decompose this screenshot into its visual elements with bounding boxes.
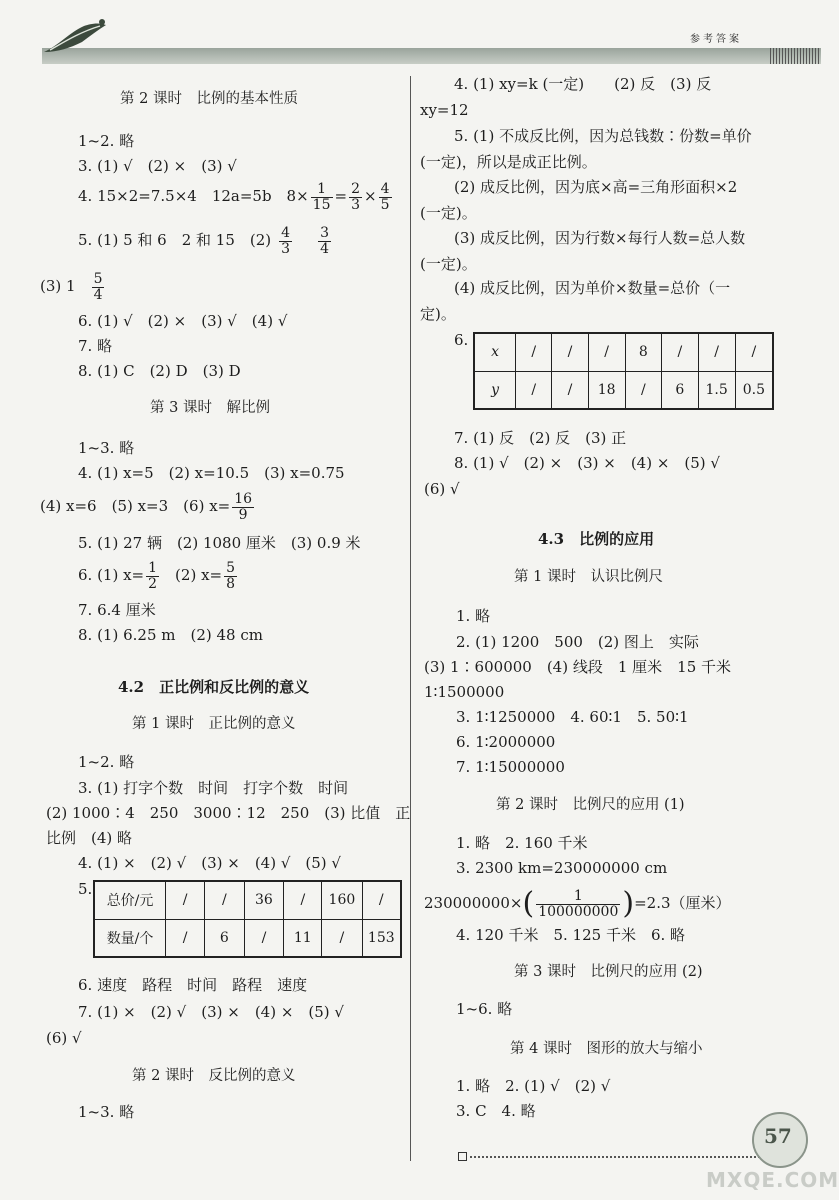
section-title-lesson2-basic-property: 第 2 课时 比例的基本性质 (120, 91, 298, 107)
answer-line: 8. (1) √ (2) × (3) × (4) × (5) √ (454, 454, 720, 472)
fraction: $\frac{4}{5}$ (380, 180, 390, 213)
answer-line: 2. (1) 1200 500 (2) 图上 实际 (456, 633, 699, 651)
header-band (42, 48, 821, 64)
section-title-lesson3-solve-proportion: 第 3 课时 解比例 (150, 400, 270, 416)
header-stripes (770, 48, 821, 64)
answer-line: (2) 1000∶4 250 3000∶12 250 (3) 比值 正 (46, 804, 411, 822)
fraction: $\frac{1}{15}$ (312, 180, 331, 213)
answer-line: 定)。 (420, 305, 456, 323)
answer-line: (4) 成反比例，因为单价×数量=总价（一 (454, 279, 731, 297)
answer-line: 8. (1) C (2) D (3) D (78, 362, 241, 380)
answer-line: 1~2. 略 (78, 753, 135, 771)
answer-line: 1∶1500000 (424, 683, 505, 701)
answer-line: 4. (1) x=5 (2) x=10.5 (3) x=0.75 (78, 464, 345, 482)
answer-line: (6) √ (46, 1029, 82, 1047)
table-row: 总价/元 / / 36 / 160 / (94, 881, 401, 919)
answer-line: 3. (1) 打字个数 时间 打字个数 时间 (78, 779, 349, 797)
answer-line: 比例 (4) 略 (46, 829, 133, 847)
answer-line-with-fractions: (3) 1 $\frac{5}{4}$ (40, 270, 103, 303)
section-title-direct-proportion: 第 1 课时 正比例的意义 (132, 716, 296, 732)
answer-line: 3. 2300 km=230000000 cm (456, 859, 668, 877)
answer-line: (一定)。 (420, 255, 477, 273)
fraction: $\frac{16}{9}$ (234, 490, 253, 523)
answer-line: 3. (1) √ (2) × (3) √ (78, 157, 237, 175)
answer-line: 7. 6.4 厘米 (78, 601, 156, 619)
answer-line-with-fractions: 4. 15×2=7.5×4 12a=5b 8× $\frac{1}{15}$ = $\frac{2}{3}$ × $\frac{4}{5}$ (78, 180, 390, 213)
answer-line: 7. (1) × (2) √ (3) × (4) × (5) √ (78, 1003, 344, 1021)
question-number: 5. (78, 880, 93, 898)
page-number: 57 (764, 1124, 792, 1148)
answer-line: 1~6. 略 (456, 1000, 513, 1018)
xy-table (473, 332, 774, 410)
section-title-scale-application-2: 第 3 课时 比例尺的应用 (2) (514, 964, 703, 980)
answer-line: 5. (1) 不成反比例，因为总钱数∶份数=单价 (454, 127, 752, 145)
answer-line: (一定)，所以是成正比例。 (420, 153, 597, 171)
table-row: y / / 18 / 6 1.5 0.5 (474, 371, 773, 409)
fraction: $\frac{1}{2}$ (148, 559, 158, 592)
answer-line: (一定)。 (420, 204, 477, 222)
answer-line: 1~3. 略 (78, 439, 135, 457)
answer-line: 5. (1) 27 辆 (2) 1080 厘米 (3) 0.9 米 (78, 534, 361, 552)
answer-line: 6. 速度 路程 时间 路程 速度 (78, 976, 308, 994)
answer-line: 4. (1) × (2) √ (3) × (4) √ (5) √ (78, 854, 341, 872)
fraction: $\frac{5}{4}$ (93, 270, 103, 303)
answer-line: 7. (1) 反 (2) 反 (3) 正 (454, 429, 627, 447)
price-quantity-table (93, 880, 402, 958)
answer-line: xy=12 (420, 101, 469, 119)
column-divider (410, 76, 411, 1161)
fraction: $\frac{5}{8}$ (226, 559, 236, 592)
answer-line: 6. 1∶2000000 (456, 733, 556, 751)
answer-line: 3. 1∶1250000 4. 60∶1 5. 50∶1 (456, 708, 689, 726)
answer-line: 8. (1) 6.25 m (2) 48 cm (78, 626, 263, 644)
fraction: $\frac{4}{3}$ (281, 224, 291, 257)
table-row: 数量/个 / 6 / 11 / 153 (94, 919, 401, 957)
answer-line: 1~3. 略 (78, 1103, 135, 1121)
answer-line-with-fractions: (4) x=6 (5) x=3 (6) x= $\frac{16}{9}$ (40, 490, 253, 523)
answer-line: 6. (1) √ (2) × (3) √ (4) √ (78, 312, 288, 330)
section-title-enlarge-shrink: 第 4 课时 图形的放大与缩小 (510, 1041, 703, 1057)
answer-text: 4. 15×2=7.5×4 12a=5b 8× (78, 187, 309, 205)
answer-line: 4. 120 千米 5. 125 千米 6. 略 (456, 926, 686, 944)
section-title-inverse-proportion: 第 2 课时 反比例的意义 (132, 1068, 296, 1084)
footer-dotted-line (470, 1156, 760, 1158)
footer-square-icon (458, 1152, 467, 1161)
answer-line: 1. 略 2. (1) √ (2) √ (456, 1077, 611, 1095)
fraction: $\frac{1}{100000000}$ (538, 887, 619, 920)
fraction: $\frac{2}{3}$ (351, 180, 360, 213)
leaf-logo-icon (40, 16, 110, 60)
answer-line: (6) √ (424, 480, 460, 498)
answer-line: 4. (1) xy=k (一定) (2) 反 (3) 反 (454, 75, 712, 93)
section-title-scale-application-1: 第 2 课时 比例尺的应用 (1) (496, 797, 685, 813)
section-heading-4-2: 4.2 正比例和反比例的意义 (118, 678, 310, 696)
answer-line-with-fractions: 6. (1) x= $\frac{1}{2}$ (2) x= $\frac{5}{8}$ (78, 559, 236, 592)
answer-line: (3) 1∶600000 (4) 线段 1 厘米 15 千米 (424, 658, 732, 676)
answer-line: 1~2. 略 (78, 132, 135, 150)
answer-line: 7. 略 (78, 337, 113, 355)
answer-line: (3) 成反比例，因为行数×每行人数=总人数 (454, 229, 746, 247)
answer-line: 3. C 4. 略 (456, 1102, 536, 1120)
section-heading-4-3: 4.3 比例的应用 (538, 530, 655, 548)
answer-line-with-fractions: 230000000×( $\frac{1}{100000000}$ )=2.3（厘米） (424, 886, 731, 921)
answer-line: 1. 略 2. 160 千米 (456, 834, 588, 852)
header-title: 参考答案 (690, 34, 742, 45)
answer-line: (2) 成反比例，因为底×高=三角形面积×2 (454, 178, 738, 196)
answer-line-with-fractions: 5. (1) 5 和 6 2 和 15 (2) $\frac{4}{3}$ $\frac{3}{4}$ (78, 224, 329, 257)
table-row: x / / / 8 / / / (474, 333, 773, 371)
question-number: 6. (454, 331, 469, 349)
watermark: MXQE.COM (706, 1168, 839, 1192)
section-title-scale-intro: 第 1 课时 认识比例尺 (514, 569, 663, 585)
fraction: $\frac{3}{4}$ (320, 224, 329, 257)
answer-line: 1. 略 (456, 607, 491, 625)
answer-line: 7. 1∶15000000 (456, 758, 565, 776)
